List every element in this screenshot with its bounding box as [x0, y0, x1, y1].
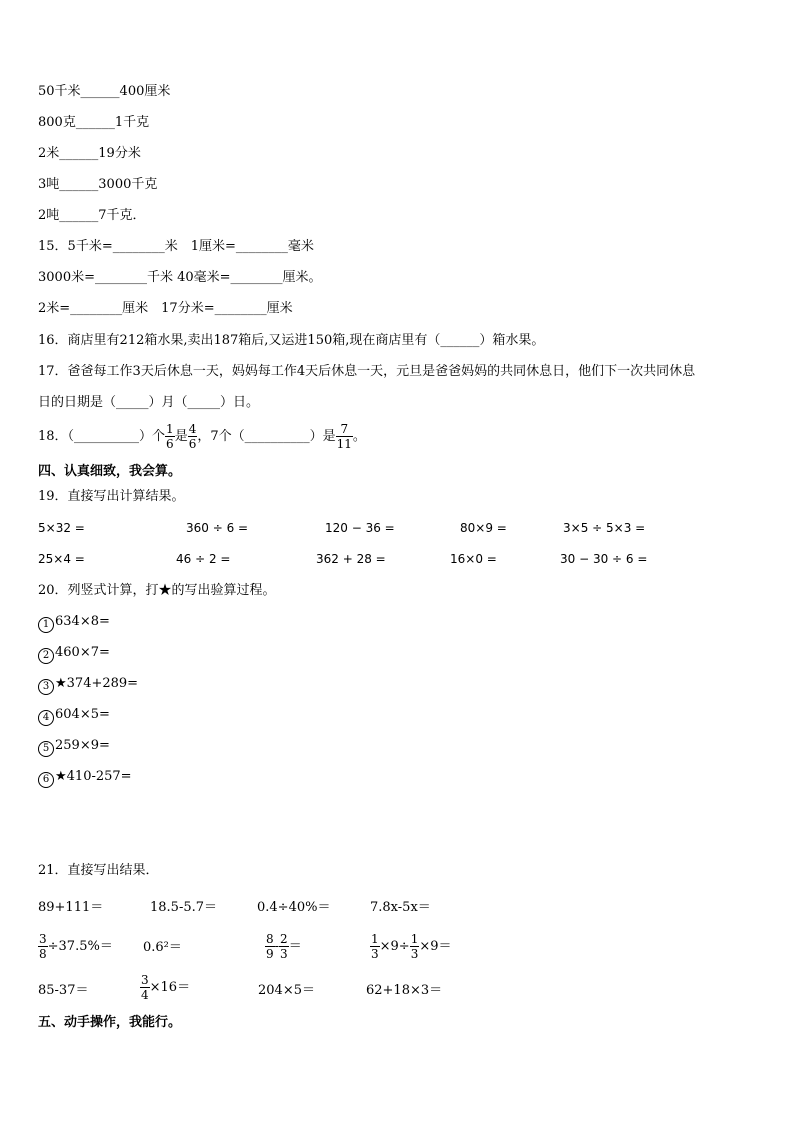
calc-item: 0.4÷40%＝ [257, 900, 331, 915]
fraction: $\frac{3}{8}$ [39, 932, 47, 961]
question-15-line: 2米=________厘米 17分米=________厘米 [38, 301, 293, 316]
vertical-calc-item: 1 634×8= [38, 614, 110, 633]
fraction: $\frac{1}{6}$ [166, 422, 174, 451]
calc-item: $\frac{1}{3}$ ×9÷ $\frac{1}{3}$ ×9＝ [371, 932, 452, 961]
calc-item: 85-37＝ [38, 983, 89, 998]
calc-item: 46 ÷ 2 = [176, 552, 231, 566]
fraction: $\frac{1}{3}$ [410, 932, 419, 961]
vertical-calc-item: 4 604×5= [38, 707, 110, 726]
fraction: $\frac{1}{3}$ [371, 932, 379, 961]
question-17-line1: 17．爸爸每工作3天后休息一天，妈妈每工作4天后休息一天，元旦是爸爸妈妈的共同休息日，他们下一次共同休息 [38, 364, 696, 379]
question-16: 16．商店里有212箱水果,卖出187箱后,又运进150箱,现在商店里有（______）箱水果。 [38, 333, 545, 348]
calc-item: 18.5-5.7＝ [150, 900, 218, 915]
calc-item: $\frac{3}{4}$ ×16＝ [141, 973, 191, 1002]
calc-item: 7.8x-5x＝ [370, 900, 431, 915]
q18-text: ，7个（__________）是 [197, 429, 336, 444]
fraction: $\frac{3}{4}$ [141, 973, 149, 1002]
vertical-calc-item: 5 259×9= [38, 738, 110, 757]
vertical-calc-item: 6 ★410-257= [38, 769, 132, 788]
question-19-title: 19．直接写出计算结果。 [38, 489, 185, 504]
calc-item: 62+18×3＝ [366, 983, 443, 998]
question-15-line: 3000米=________千米 40毫米=________厘米。 [38, 270, 322, 285]
section-4-heading: 四、认真细致，我会算。 [38, 464, 182, 479]
fraction: $\frac{4}{6}$ [188, 422, 197, 451]
calc-item: 5×32 = [38, 521, 85, 535]
calc-item: 204×5＝ [258, 983, 315, 998]
fraction: $\frac{8}{9}$ [266, 932, 274, 961]
question-15-line: 15．5千米=________米 1厘米=________毫米 [38, 239, 314, 254]
question-21-title: 21．直接写出结果． [38, 863, 159, 878]
calc-item: 89+111＝ [38, 900, 104, 915]
vertical-calc-item: 2 460×7= [38, 645, 110, 664]
q18-text: 是 [174, 429, 188, 444]
compare-line: 3吨______3000千克 [38, 177, 158, 192]
calc-item: 30 − 30 ÷ 6 = [560, 552, 648, 566]
question-18 [38, 422, 366, 451]
compare-line: 800克______1千克 [38, 115, 150, 130]
calc-item: 25×4 = [38, 552, 85, 566]
fraction: $\frac{2}{3}$ [280, 932, 288, 961]
compare-line: 2米______19分米 [38, 146, 141, 161]
compare-line: 50千米______400厘米 [38, 84, 171, 99]
fraction: $\frac{7}{11}$ [336, 422, 352, 451]
vertical-calc-item: 3 ★374+289= [38, 676, 138, 695]
compare-line: 2吨______7千克． [38, 208, 146, 223]
calc-item: 120 − 36 = [325, 521, 395, 535]
calc-item: $\frac{3}{8}$ ÷37.5%＝ [39, 932, 113, 961]
calc-item: 16×0 = [450, 552, 497, 566]
question-20-title: 20．列竖式计算，打★的写出验算过程。 [38, 583, 276, 598]
section-5-heading: 五、动手操作，我能行。 [38, 1015, 182, 1030]
q18-suffix: 。 [352, 429, 366, 444]
question-17-line2: 日的日期是（_____）月（_____）日。 [38, 395, 260, 410]
calc-item: 3×5 ÷ 5×3 = [563, 521, 646, 535]
calc-item: 360 ÷ 6 = [186, 521, 249, 535]
calc-item: $\frac{8}{9}$ - $\frac{2}{3}$ ＝ [266, 932, 302, 961]
calc-item: 80×9 = [460, 521, 507, 535]
calc-item: 0.6²＝ [143, 940, 182, 955]
calc-item: 362 + 28 = [316, 552, 386, 566]
q18-prefix: 18．（__________）个 [38, 429, 166, 444]
